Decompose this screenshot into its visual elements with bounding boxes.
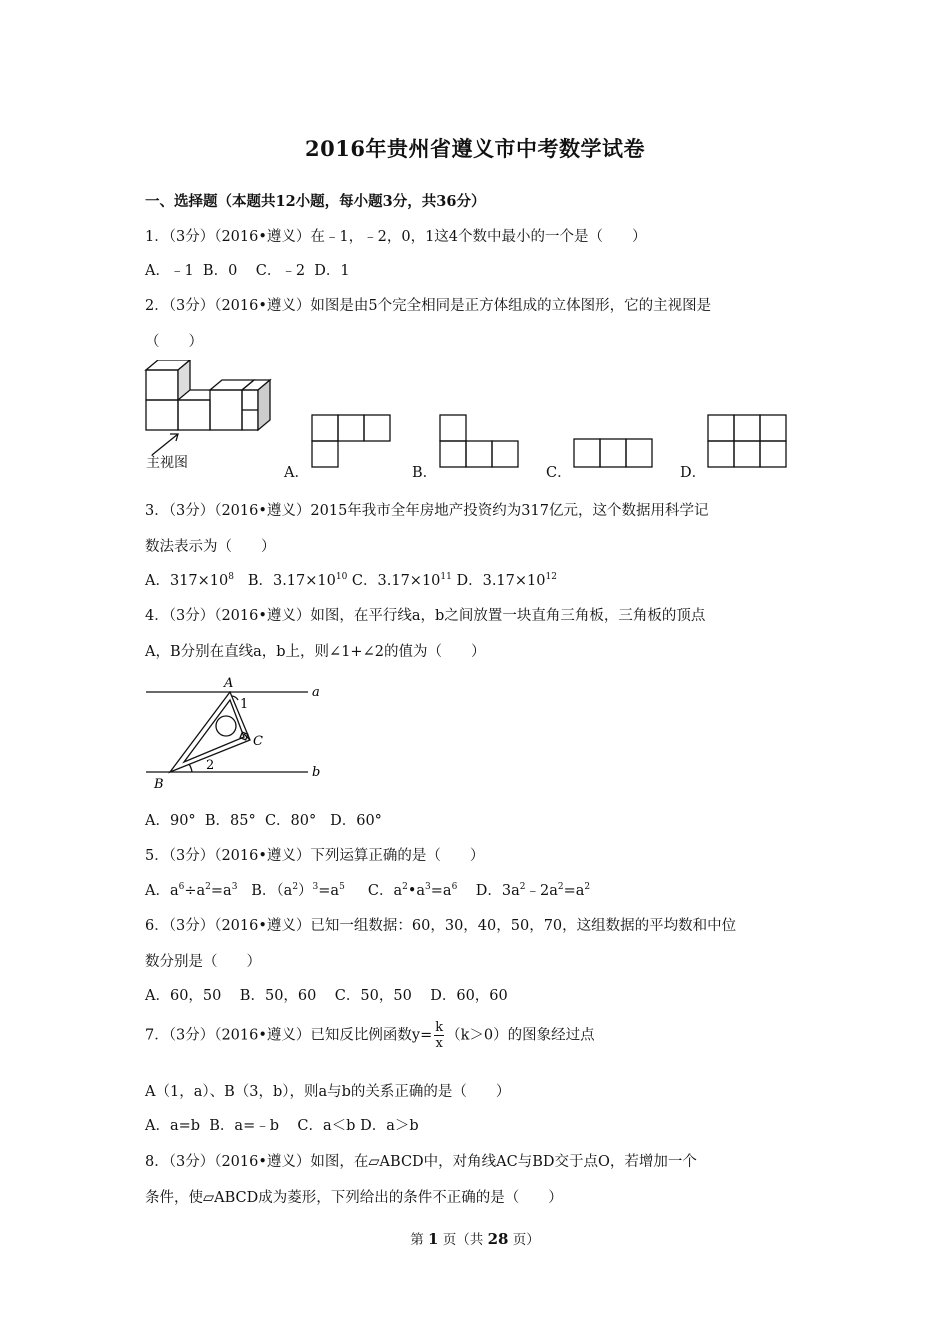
- question-7-options: A．a=b B．a=﹣b C．a＜b D．a＞b: [145, 1118, 419, 1134]
- question-5: 5．（3分）（2016•遵义）下列运算正确的是（ ）: [145, 848, 485, 864]
- question-8-line1: 8．（3分）（2016•遵义）如图，在▱ABCD中，对角线AC与BD交于点O，若增加一个: [145, 1154, 697, 1170]
- q3-option-a: A．317×10: [145, 573, 229, 589]
- question-3-options: A．$317\times 10^8$ B．$3.17\times 10^{10}$ C．$3.17\times 10^{11}$ D．$3.17\times 10^{12}$: [145, 572, 557, 589]
- q2-option-c-label: C．: [546, 465, 572, 481]
- q2-option-d-label: D．: [680, 465, 707, 481]
- question-7-line2: A（1，a）、B（3，b），则a与b的关系正确的是（ ）: [145, 1084, 511, 1100]
- question-1-options: A．﹣1 B．0 C．﹣2 D．1: [145, 263, 350, 279]
- fig-label-C: C: [253, 734, 263, 749]
- question-2-line1: 2．（3分）（2016•遵义）如图是由5个完全相同是正方体组成的立体图形，它的主视图是: [145, 298, 712, 314]
- page-title: 2016年贵州省遵义市中考数学试卷: [305, 136, 645, 161]
- q2-option-b-label: B．: [412, 465, 438, 481]
- q3-option-c: C．3.17×10: [351, 573, 441, 589]
- section-heading: 一、选择题（本题共12小题，每小题3分，共36分）: [145, 193, 486, 210]
- q3-option-b: B．3.17×10: [247, 573, 336, 589]
- q2-option-d-figure: [706, 413, 788, 469]
- question-4-options: A．90° B．85° C．80° D．60°: [145, 813, 382, 829]
- question-4-parallel-lines-figure: [140, 672, 330, 792]
- fraction-k-over-x: $\frac{k}{x}$: [435, 1020, 444, 1051]
- fig-label-angle-1: 1: [240, 697, 249, 712]
- q3-option-d: D．3.17×10: [456, 573, 546, 589]
- question-6-line1: 6．（3分）（2016•遵义）已知一组数据：60，30，40，50，70，这组数据的平均数和中位: [145, 918, 737, 934]
- fig-label-B: B: [154, 777, 164, 792]
- current-page-number: 1: [428, 1230, 439, 1248]
- fig-label-A: A: [224, 676, 234, 691]
- total-pages: 28: [487, 1230, 509, 1248]
- question-1: 1．（3分）（2016•遵义）在﹣1，﹣2，0，1这4个数中最小的一个是（ ）: [145, 229, 647, 245]
- q2-option-b-figure: [438, 413, 520, 469]
- question-6-options: A．60，50 B．50，60 C．50，50 D．60，60: [145, 988, 508, 1004]
- q2-option-c-figure: [572, 437, 654, 469]
- question-7-line1: 7．（3分）（2016•遵义）已知反比例函数y= $\frac{k}{x}$ （k＞0）的图象经过点: [145, 1020, 595, 1051]
- question-6-line2: 数分别是（ ）: [145, 954, 261, 970]
- question-3-line1: 3．（3分）（2016•遵义）2015年我市全年房地产投资约为317亿元，这个数据用科学记: [145, 503, 709, 519]
- question-5-options: A．$a^6\div a^2=a^3$ B．$(a^2)^3=a^5$ C．$a^2•a^3=a^6$ D．$3a^2﹣2a^2=a^2$: [145, 882, 591, 899]
- q2-option-a-label: A．: [284, 465, 309, 481]
- question-2-line2: （ ）: [145, 334, 203, 350]
- figure-label-front-view: 主视图: [146, 455, 188, 471]
- fig-label-b: b: [312, 765, 321, 780]
- fig-label-a: a: [312, 685, 320, 700]
- question-8-line2: 条件，使▱ABCD成为菱形，下列给出的条件不正确的是（ ）: [145, 1190, 563, 1206]
- question-4-line2: A，B分别在直线a，b上，则∠1+∠2的值为（ ）: [145, 644, 486, 660]
- question-4-line1: 4．（3分）（2016•遵义）如图，在平行线a，b之间放置一块直角三角板，三角板的顶点: [145, 608, 706, 624]
- question-3-line2: 数法表示为（ ）: [145, 539, 276, 555]
- fig-label-angle-2: 2: [206, 758, 215, 773]
- page-footer: 第 1 页（共 28 页）: [410, 1230, 540, 1248]
- q2-option-a-figure: [310, 413, 392, 469]
